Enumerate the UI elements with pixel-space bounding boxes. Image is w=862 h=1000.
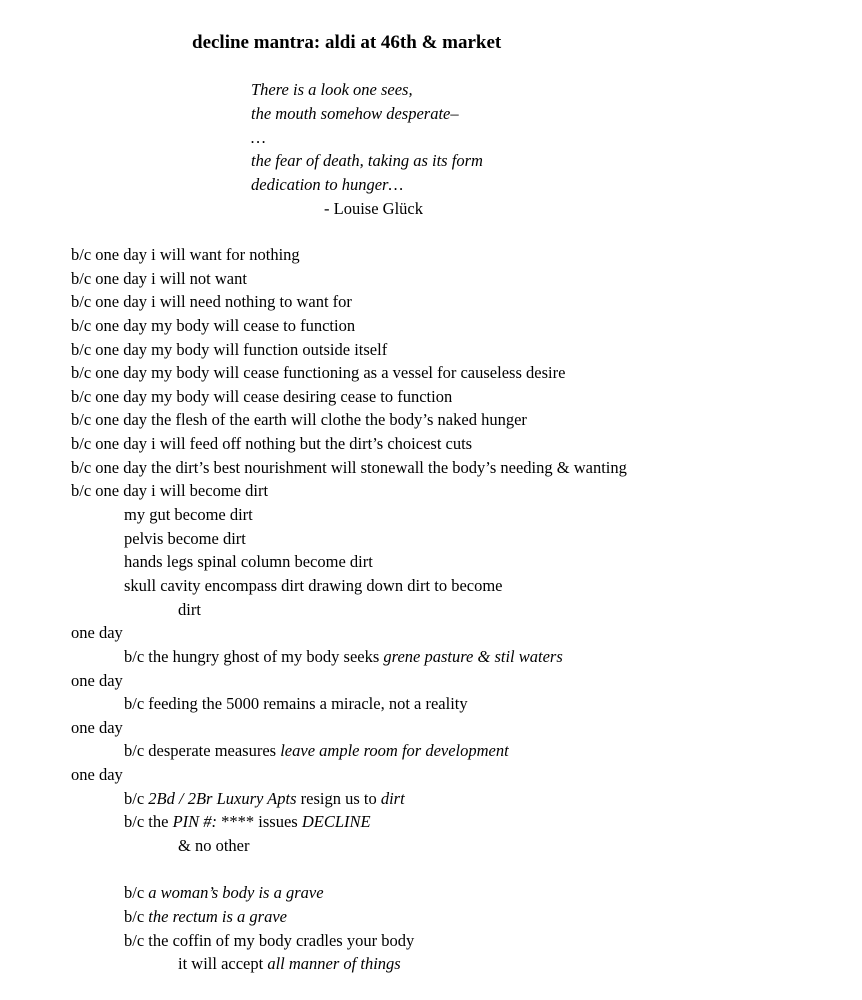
poem-line: b/c one day i will want for nothing	[71, 245, 300, 264]
poem-text: **** issues	[217, 812, 302, 832]
poem-line: skull cavity encompass dirt drawing down dirt to become	[124, 575, 503, 595]
poem-italic-text: a woman’s body is a grave	[148, 883, 324, 903]
poem-line: b/c one day i will need nothing to want for	[71, 292, 352, 312]
poem-line: dirt	[178, 599, 201, 619]
epigraph-line: the fear of death, taking as its form	[251, 151, 483, 171]
poem-line: one day	[71, 670, 123, 690]
poem-italic-text: all manner of things	[267, 954, 401, 974]
poem-line: b/c one day i will become dirt	[71, 481, 269, 501]
poem-line: b/c one day my body will cease functioning as a vessel for causeless desire	[71, 363, 566, 383]
poem-text: b/c the	[124, 812, 173, 832]
epigraph	[251, 78, 483, 221]
poem-text: resign us to	[296, 788, 381, 808]
poem-line: hands legs spinal column become dirt	[124, 552, 373, 572]
poem-line: b/c one day my body will cease to function	[71, 315, 356, 335]
poem-line	[71, 739, 627, 763]
poem-line: my gut become dirt	[124, 505, 253, 525]
poem-text: b/c the hungry ghost of my body seeks	[124, 646, 384, 666]
poem-body	[71, 243, 627, 976]
poem-line	[71, 810, 627, 834]
poem-line	[71, 905, 627, 929]
poem-line	[71, 881, 627, 905]
epigraph-line: the mouth somehow desperate–	[251, 103, 459, 123]
poem-line: b/c one day i will not want	[71, 268, 247, 288]
poem-italic-text: PIN #:	[172, 812, 218, 832]
poem-line: & no other	[178, 836, 250, 856]
poem-line: b/c the coffin of my body cradles your body	[124, 930, 415, 950]
poem-line: b/c one day i will feed off nothing but the dirt’s choicest cuts	[71, 434, 473, 454]
poem-line	[71, 645, 627, 669]
poem-italic-text: DECLINE	[301, 812, 371, 832]
poem-line	[71, 787, 627, 811]
poem-italic-text: 2Bd / 2Br Luxury Apts	[148, 788, 297, 808]
poem-line: one day	[71, 717, 123, 737]
poem-italic-text: leave ample room for development	[280, 741, 509, 761]
epigraph-attribution: - Louise Glück	[324, 198, 423, 218]
poem-title: decline mantra: aldi at 46th & market	[192, 32, 502, 53]
poem-line: one day	[71, 623, 123, 643]
stanza-break	[71, 858, 627, 882]
poem-italic-text: dirt	[380, 788, 405, 808]
poem-line: b/c feeding the 5000 remains a miracle, not a reality	[124, 694, 468, 714]
poem-italic-text: the rectum is a grave	[148, 906, 287, 926]
epigraph-line: There is a look one sees,	[251, 80, 413, 99]
poem-text: b/c desperate measures	[124, 741, 281, 761]
poem-text: b/c	[124, 788, 149, 808]
poem-text: b/c	[124, 906, 149, 926]
poem-text: it will accept	[178, 954, 268, 974]
poem-line: b/c one day the flesh of the earth will clothe the body’s naked hunger	[71, 410, 527, 430]
poem-line: pelvis become dirt	[124, 528, 246, 548]
poem-line: b/c one day my body will function outside itself	[71, 339, 388, 359]
poem-line	[71, 952, 627, 976]
poem-italic-text: grene pasture & stil waters	[383, 646, 563, 666]
poem-text: b/c	[124, 883, 149, 903]
epigraph-line: …	[251, 127, 266, 147]
poem-line: b/c one day my body will cease desiring cease to function	[71, 386, 453, 406]
epigraph-line: dedication to hunger…	[251, 175, 404, 195]
poem-line: one day	[71, 765, 123, 785]
poem-line: b/c one day the dirt’s best nourishment will stonewall the body’s needing & wanting	[71, 457, 627, 477]
